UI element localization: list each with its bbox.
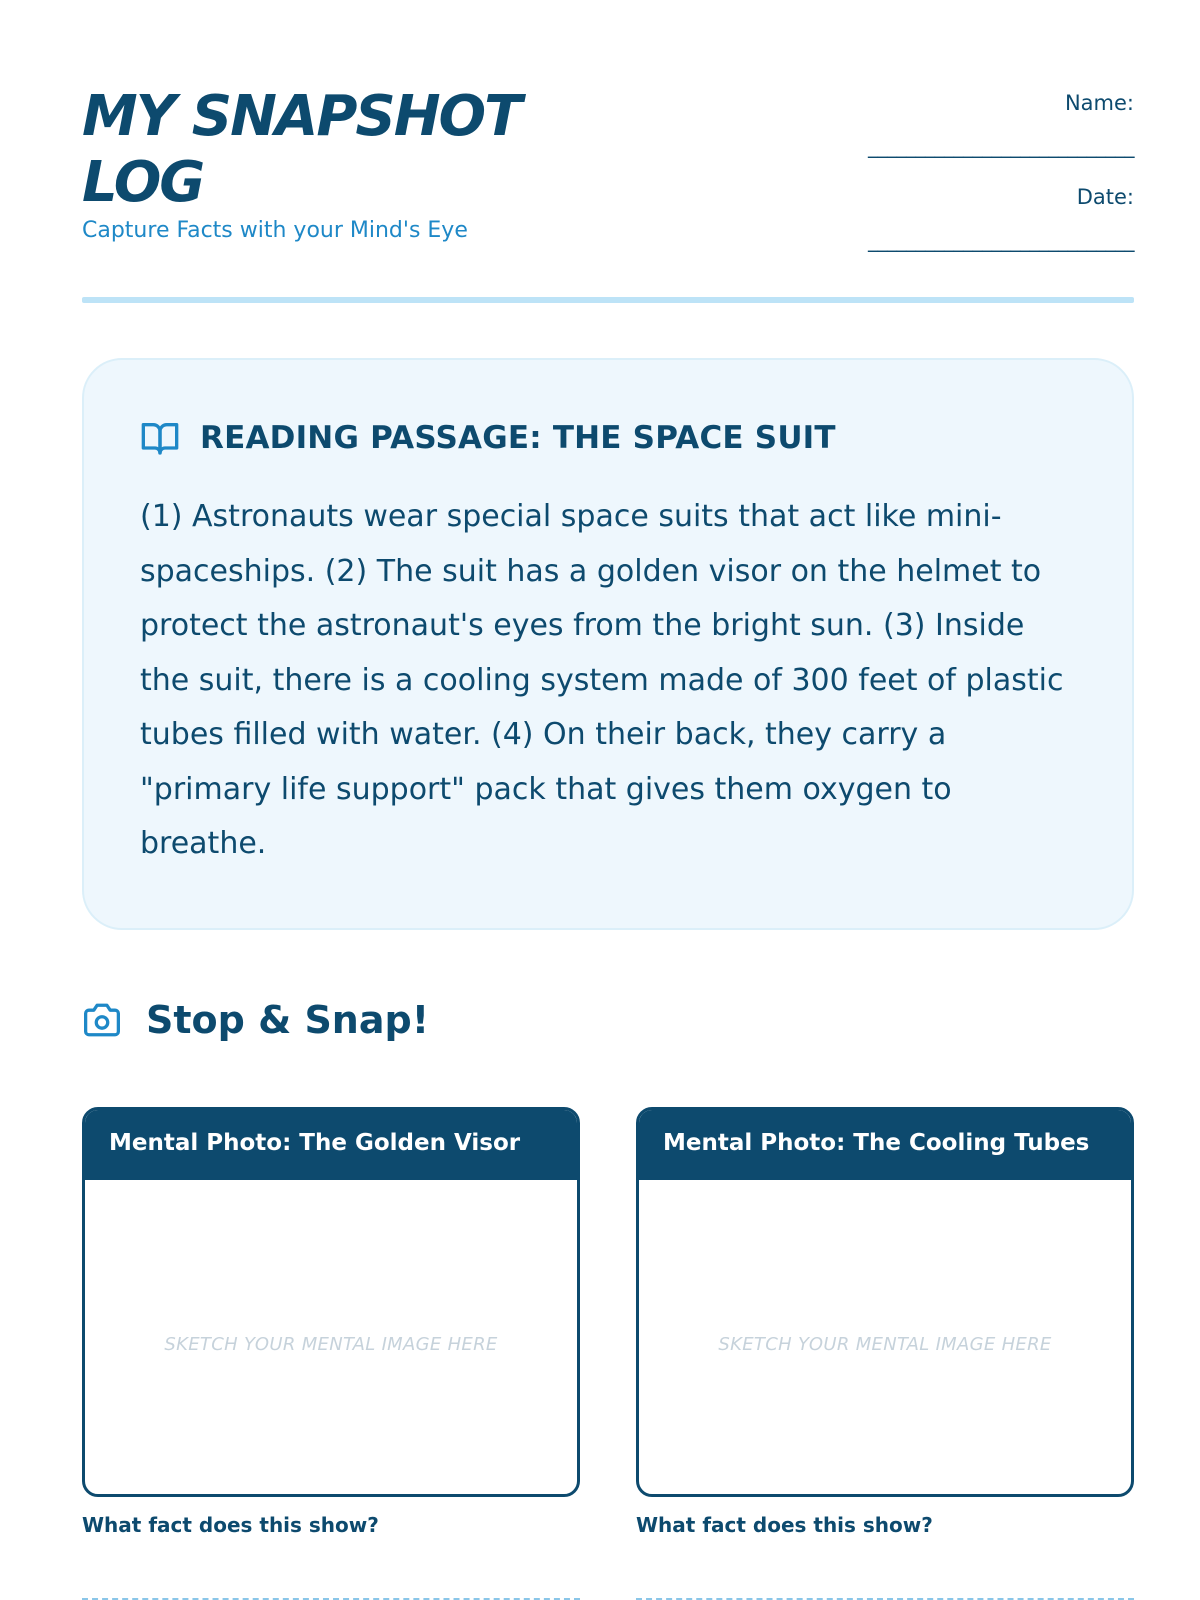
passage-heading (140, 418, 836, 458)
sketch-area[interactable]: SKETCH YOUR MENTAL IMAGE HERE (718, 1334, 1052, 1355)
passage-text: (1) Astronauts wear special space suits that act like mini-spaceships. (2) The suit has a golden visor on the helmet to protect the astronaut's eyes from the bright sun. (3) Inside the suit, there is a cooling system made of 300 feet of plastic tubes filled with water. (4) On their back, they carry a "primary life support" pack that gives them oxygen to breathe. (140, 499, 1064, 861)
reading-passage-panel (82, 358, 1134, 930)
book-icon (140, 418, 180, 458)
date-label: Date: (1076, 185, 1134, 209)
stop-and-snap-heading (82, 998, 429, 1042)
page-subtitle: Capture Facts with your Mind's Eye (82, 218, 468, 243)
mental-photo-card (636, 1107, 1134, 1497)
sketch-area[interactable]: SKETCH YOUR MENTAL IMAGE HERE (164, 1334, 498, 1355)
name-field[interactable]: ____________________________ (868, 134, 1134, 158)
camera-icon (82, 1002, 122, 1038)
name-label: Name: (1064, 91, 1134, 115)
mental-photo-card (82, 1107, 580, 1497)
fact-question: What fact does this show? (82, 1513, 379, 1537)
date-field[interactable]: ____________________________ (868, 228, 1134, 252)
fact-question: What fact does this show? (636, 1513, 933, 1537)
card-title: Mental Photo: The Cooling Tubes (639, 1110, 1131, 1180)
card-title: Mental Photo: The Golden Visor (85, 1110, 577, 1180)
section-title: Stop & Snap! (146, 998, 430, 1042)
page-title: MY SNAPSHOT LOG (82, 84, 521, 215)
page-header (82, 84, 1134, 254)
header-divider (82, 297, 1134, 303)
passage-title: READING PASSAGE: THE SPACE SUIT (200, 420, 836, 456)
